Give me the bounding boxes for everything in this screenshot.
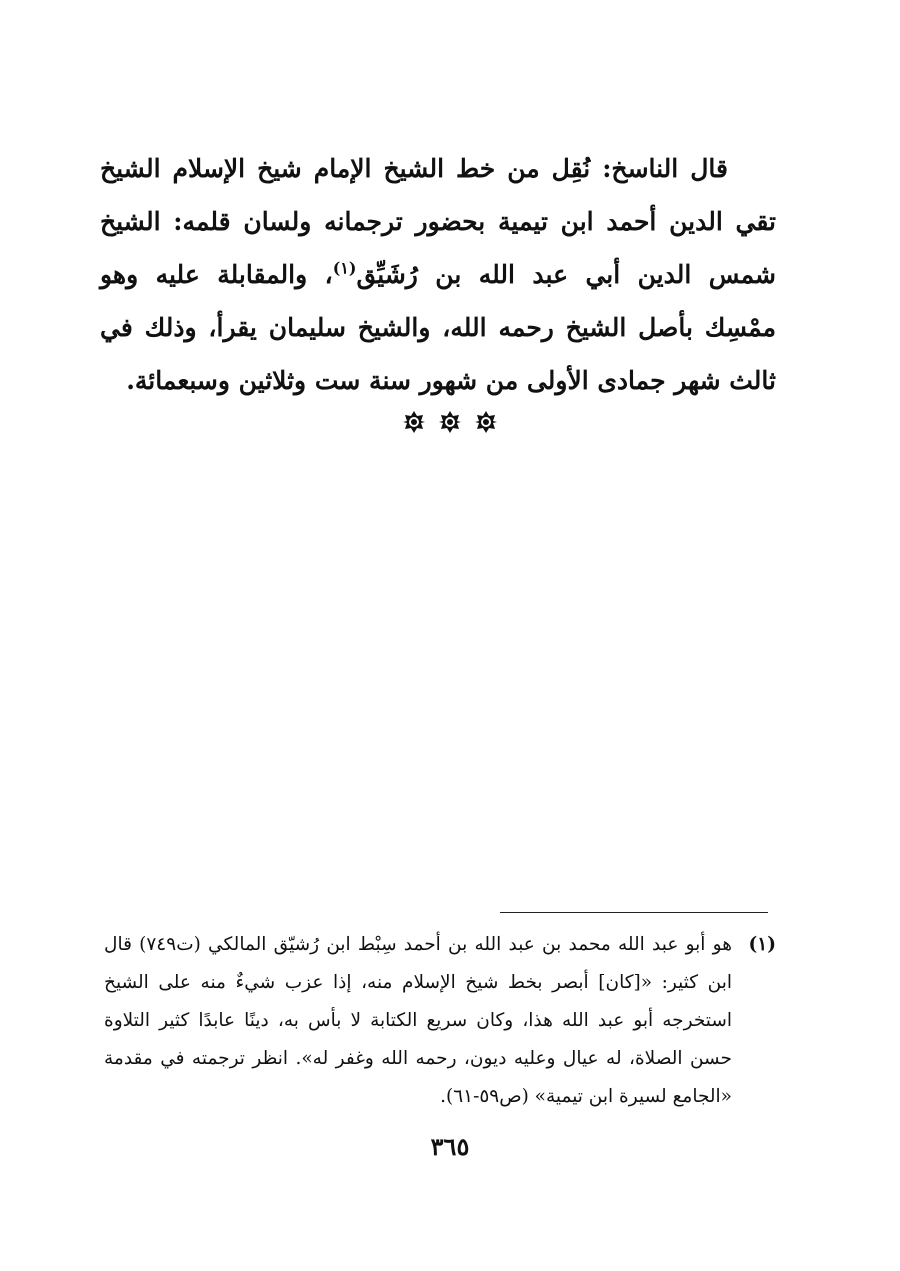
ornament-flower-icon xyxy=(474,410,498,434)
footnote-item xyxy=(104,926,776,1116)
body-text xyxy=(100,142,776,407)
page-number: ٣٦٥ xyxy=(430,1132,470,1161)
body-text-part-2: ، والمقابلة عليه وهو ممْسِك بأصل الشيخ رحمه الله، والشيخ سليمان يقرأ، وذلك في ثالث شهر جمادى الأولى من شهور سنة ست وثلاثين وسبعمائة. xyxy=(100,260,776,395)
footnotes-section xyxy=(104,926,776,1116)
body-text-part-1: قال الناسخ: نُقِل من خط الشيخ الإمام شيخ الإسلام الشيخ تقي الدين أحمد ابن تيمية بحضور ترجمانه ولسان قلمه: الشيخ شمس الدين أبي عبد الله بن رُشَيِّق xyxy=(100,154,777,289)
footnote-text: هو أبو عبد الله محمد بن عبد الله بن أحمد سِبْط ابن رُشيّق المالكي (ت٧٤٩) قال ابن كثير: «[كان] أبصر بخط شيخ الإسلام منه، إذا عزب شيءٌ منه على الشيخ استخرجه أبو عبد الله هذا، وكان سريع الكتابة لا بأس به، دينًا عابدًا كثير التلاوة حسن الصلاة، له عيال وعليه ديون، رحمه الله وغفر له». انظر ترجمته في مقدمة «الجامع لسيرة ابن تيمية» (ص٥٩-٦١). xyxy=(104,934,732,1107)
section-ornaments xyxy=(0,410,900,434)
main-paragraph xyxy=(100,142,776,407)
ornament-flower-icon xyxy=(438,410,462,434)
footnote-reference[interactable]: (١) xyxy=(332,258,357,278)
ornament-flower-icon xyxy=(402,410,426,434)
footnote-divider xyxy=(500,912,768,913)
footnote-number: (١) xyxy=(748,934,776,955)
